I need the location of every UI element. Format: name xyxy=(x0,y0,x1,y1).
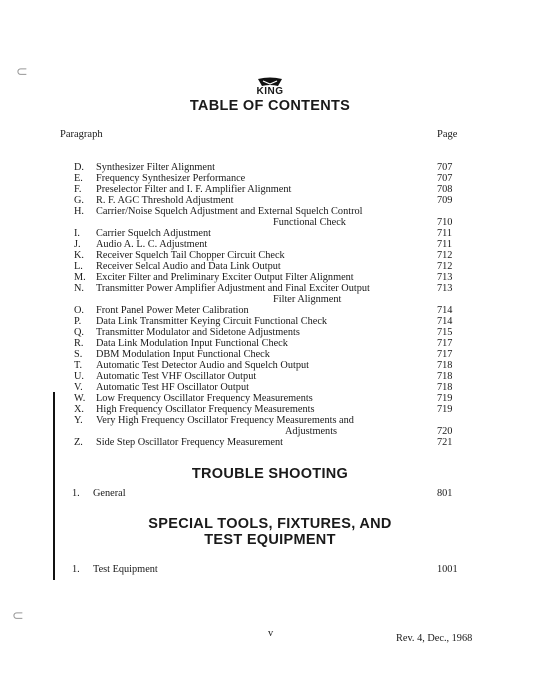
toc-entry-title: Frequency Synthesizer Performance xyxy=(96,173,246,184)
special-entry-page: 1001 xyxy=(437,564,458,575)
toc-entry-title: Automatic Test HF Oscillator Output xyxy=(96,382,249,393)
special-entry-title: Test Equipment xyxy=(93,564,158,575)
toc-entry-letter: Q. xyxy=(74,327,85,338)
toc-entry-title: Front Panel Power Meter Calibration xyxy=(96,305,249,316)
toc-entry-page: 718 xyxy=(437,382,453,393)
toc-entry-page: 710 xyxy=(437,217,453,228)
toc-entry-page: 711 xyxy=(437,239,453,250)
toc-entry-letter: P. xyxy=(74,316,82,327)
toc-entry-title-continuation: Functional Check xyxy=(273,217,346,228)
footer-revision: Rev. 4, Dec., 1968 xyxy=(396,633,473,644)
toc-entry-letter: E. xyxy=(74,173,83,184)
page-column-header: Page xyxy=(437,129,458,140)
toc-entry-page: 712 xyxy=(437,261,453,272)
toc-entry-page: 720 xyxy=(437,426,453,437)
toc-entry-letter: D. xyxy=(74,162,85,173)
trouble-entry-title: General xyxy=(93,488,126,499)
toc-entry-letter: F. xyxy=(74,184,82,195)
toc-entry-page: 707 xyxy=(437,162,453,173)
toc-entry-title: Automatic Test Detector Audio and Squelch Output xyxy=(96,360,309,371)
toc-entry-letter: X. xyxy=(74,404,85,415)
toc-entry-page: 707 xyxy=(437,173,453,184)
toc-entry-letter: W. xyxy=(74,393,86,404)
toc-entry-title: Transmitter Power Amplifier Adjustment and Final Exciter Output xyxy=(96,283,370,294)
toc-entry-page: 713 xyxy=(437,283,453,294)
toc-entry-title: Preselector Filter and I. F. Amplifier Alignment xyxy=(96,184,292,195)
logo-text: KING xyxy=(256,86,284,97)
toc-entry-page: 718 xyxy=(437,360,453,371)
toc-entry-letter: O. xyxy=(74,305,85,316)
toc-entry-title-continuation: Filter Alignment xyxy=(273,294,342,305)
trouble-shooting-heading: TROUBLE SHOOTING xyxy=(191,466,349,482)
trouble-entry-page: 801 xyxy=(437,488,453,499)
toc-entry-letter: G. xyxy=(74,195,85,206)
trouble-entry-number: 1. xyxy=(72,488,80,499)
toc-entry-page: 721 xyxy=(437,437,453,448)
toc-entry-title: Side Step Oscillator Frequency Measurement xyxy=(96,437,284,448)
toc-entry-letter: Y. xyxy=(74,415,83,426)
toc-entry-page: 709 xyxy=(437,195,453,206)
toc-entry-letter: R. xyxy=(74,338,84,349)
toc-entry-title: Carrier/Noise Squelch Adjustment and External Squelch Control xyxy=(96,206,363,217)
toc-entry-letter: V. xyxy=(74,382,83,393)
toc-entry-title: Transmitter Modulator and Sidetone Adjustments xyxy=(96,327,300,338)
page-title: TABLE OF CONTENTS xyxy=(189,98,351,114)
toc-entry-page: 714 xyxy=(437,305,453,316)
toc-entry-letter: S. xyxy=(74,349,83,360)
toc-entry-page: 719 xyxy=(437,404,453,415)
toc-entry-page: 711 xyxy=(437,228,453,239)
toc-entry-title: Receiver Selcal Audio and Data Link Output xyxy=(96,261,281,272)
footer-page-number: v xyxy=(268,628,274,639)
toc-entry-letter: Z. xyxy=(74,437,83,448)
toc-entry-letter: N. xyxy=(74,283,85,294)
margin-mark-bottom: ⊂ xyxy=(12,607,24,623)
toc-entry-title: Exciter Filter and Preliminary Exciter Output Filter Alignment xyxy=(96,272,354,283)
margin-mark-top: ⊂ xyxy=(16,63,28,79)
toc-entry-page: 715 xyxy=(437,327,453,338)
toc-entry-page: 717 xyxy=(437,338,453,349)
toc-entry-title: Very High Frequency Oscillator Frequency Measurements and xyxy=(96,415,354,426)
toc-entry-page: 714 xyxy=(437,316,453,327)
special-tools-heading-line2: TEST EQUIPMENT xyxy=(204,532,336,548)
margin-change-bar xyxy=(53,392,55,580)
toc-entry-letter: M. xyxy=(74,272,86,283)
toc-entry-title: Synthesizer Filter Alignment xyxy=(96,162,215,173)
toc-entry-letter: K. xyxy=(74,250,85,261)
toc-entry-title: Audio A. L. C. Adjustment xyxy=(96,239,208,250)
toc-entry-page: 713 xyxy=(437,272,453,283)
toc-entry-title: Carrier Squelch Adjustment xyxy=(96,228,211,239)
toc-entry-page: 708 xyxy=(437,184,453,195)
toc-entry-letter: T. xyxy=(74,360,83,371)
toc-entry-title: DBM Modulation Input Functional Check xyxy=(96,349,270,360)
toc-entry-letter: I. xyxy=(74,228,81,239)
special-tools-heading-line1: SPECIAL TOOLS, FIXTURES, AND xyxy=(148,516,392,532)
toc-entry-page: 717 xyxy=(437,349,453,360)
toc-entry-title: R. F. AGC Threshold Adjustment xyxy=(96,195,234,206)
toc-entry-page: 712 xyxy=(437,250,453,261)
toc-entry-title: Data Link Transmitter Keying Circuit Functional Check xyxy=(96,316,328,327)
toc-entry-title: Automatic Test VHF Oscillator Output xyxy=(96,371,257,382)
toc-entry-letter: H. xyxy=(74,206,85,217)
toc-entry-letter: J. xyxy=(74,239,81,250)
toc-entry-page: 718 xyxy=(437,371,453,382)
paragraph-column-header: Paragraph xyxy=(60,129,103,140)
toc-entry-page: 719 xyxy=(437,393,453,404)
toc-entry-letter: U. xyxy=(74,371,85,382)
toc-entry-title: Low Frequency Oscillator Frequency Measurements xyxy=(96,393,313,404)
toc-entry-title: High Frequency Oscillator Frequency Measurements xyxy=(96,404,315,415)
toc-entry-title-continuation: Adjustments xyxy=(285,426,338,437)
toc-entry-title: Data Link Modulation Input Functional Check xyxy=(96,338,288,349)
toc-entry-letter: L. xyxy=(74,261,83,272)
special-entry-number: 1. xyxy=(72,564,80,575)
toc-entry-title: Receiver Squelch Tail Chopper Circuit Check xyxy=(96,250,285,261)
